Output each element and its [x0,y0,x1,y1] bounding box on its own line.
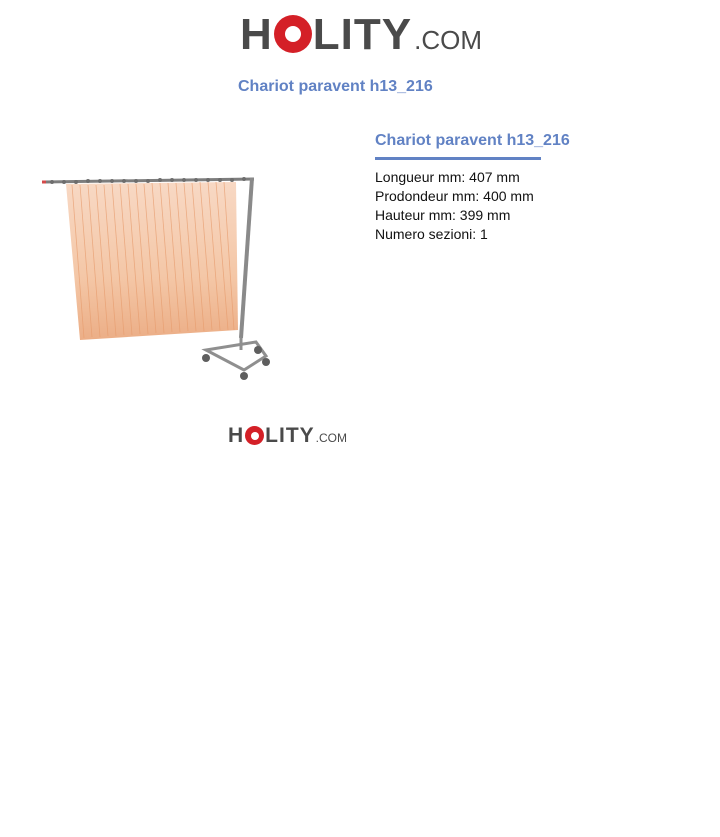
logo-domain: .COM [414,25,482,55]
logo-letters: LITY [265,424,315,447]
product-info [375,131,570,244]
spec-depth: Prodondeur mm: 400 mm [375,188,534,204]
logo-letters: LITY [312,10,413,59]
title-underline [375,157,541,160]
spec-height: Hauteur mm: 399 mm [375,207,511,223]
logo-o-icon [274,15,312,53]
logo-letter-h: H [240,10,273,59]
holity-logo-small[interactable] [228,423,347,451]
logo-letter-h: H [228,424,245,447]
product-image [38,170,273,385]
spec-sections: Numero sezioni: 1 [375,226,488,242]
page-title: Chariot paravent h13_216 [238,78,433,95]
logo-o-icon [245,426,264,445]
holity-logo[interactable] [240,10,482,65]
spec-length: Longueur mm: 407 mm [375,169,520,185]
logo-domain: .COM [315,431,348,445]
product-title: Chariot paravent h13_216 [375,132,570,149]
